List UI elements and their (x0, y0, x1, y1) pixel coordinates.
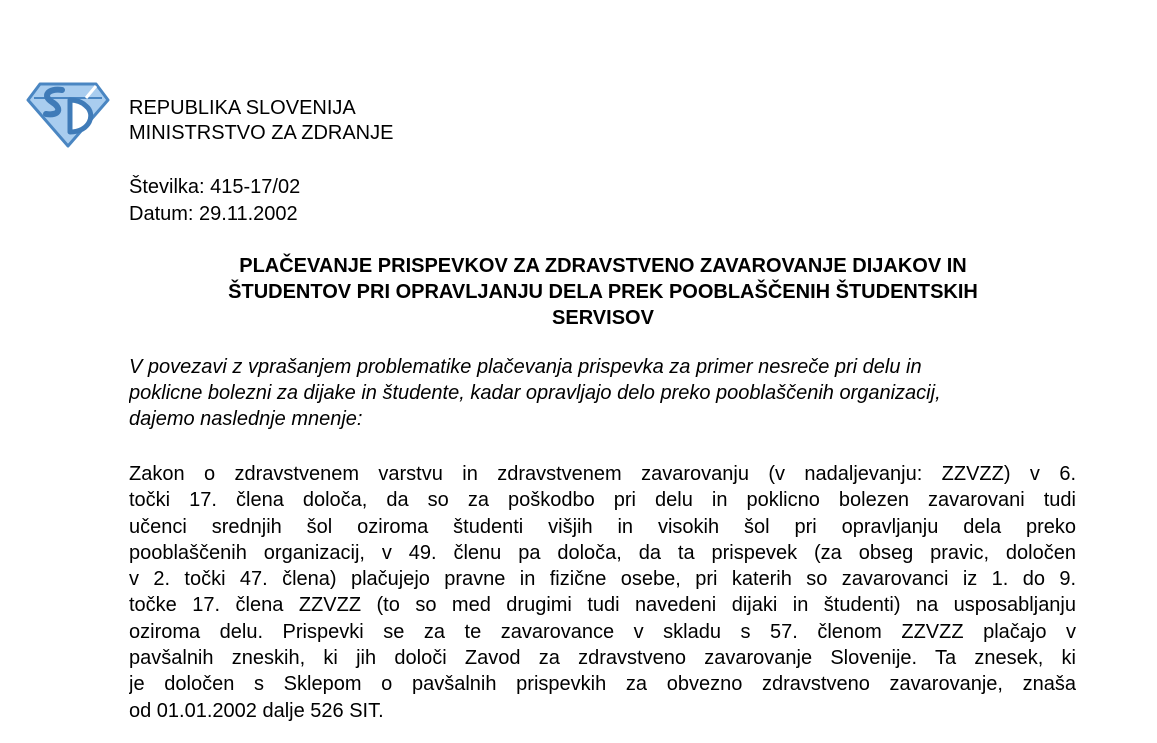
body-line: od 01.01.2002 dalje 526 SIT. (129, 699, 384, 722)
body-line: pavšalnih zneskih, ki jih določi Zavod za zdravstveno zavarovanje Slovenije. Ta znesek, ki (129, 647, 1076, 670)
title-line: PLAČEVANJE PRISPEVKOV ZA ZDRAVSTVENO ZAVAROVANJE DIJAKOV IN (239, 255, 967, 277)
body-line: oziroma delu. Prispevki se za te zavarovance v skladu s 57. členom ZZVZZ plačajo v (129, 620, 1076, 643)
org-ministry: MINISTRSTVO ZA ZDRANJE (129, 122, 394, 144)
ministry-logo-icon (26, 78, 110, 148)
document-meta (129, 174, 300, 228)
body-paragraph (129, 461, 1076, 724)
document-date: Datum: 29.11.2002 (129, 203, 298, 225)
body-line: učenci srednjih šol oziroma študenti višjih in visokih šol pri opravljanju dela preko (129, 515, 1076, 538)
body-line: pooblaščenih organizacij, v 49. členu pa določa, da ta prispevek (za obseg pravic, določen (129, 541, 1076, 564)
body-line: Zakon o zdravstvenem varstvu in zdravstvenem zavarovanju (v nadaljevanju: ZZVZZ) v 6. (129, 463, 1076, 485)
body-line: v 2. točki 47. člena) plačujejo pravne in fizične osebe, pri katerih so zavarovanci iz 1. do 9. (129, 568, 1076, 591)
intro-line: dajemo naslednje mnenje: (129, 408, 363, 430)
document-header (129, 96, 393, 146)
title-line: ŠTUDENTOV PRI OPRAVLJANJU DELA PREK POOBLAŠČENIH ŠTUDENTSKIH (228, 281, 978, 303)
intro-paragraph (129, 354, 1087, 432)
title-line: SERVISOV (552, 307, 654, 329)
org-country: REPUBLIKA SLOVENIJA (129, 97, 356, 119)
body-line: točki 17. člena določa, da so za poškodbo pri delu in poklicno bolezen zavarovani tudi (129, 489, 1076, 512)
intro-line: V povezavi z vprašanjem problematike plačevanja prispevka za primer nesreče pri delu in (129, 356, 922, 378)
document-number: Številka: 415-17/02 (129, 176, 301, 198)
body-line: je določen s Sklepom o pavšalnih prispevkih za obvezno zdravstveno zavarovanje, znaša (129, 673, 1076, 696)
body-line: točke 17. člena ZZVZZ (to so med drugimi tudi navedeni dijaki in študenti) na usposabljanju (129, 594, 1076, 617)
document-title (129, 253, 1077, 331)
intro-line: poklicne bolezni za dijake in študente, kadar opravljajo delo preko pooblaščenih organizacij, (129, 382, 941, 404)
